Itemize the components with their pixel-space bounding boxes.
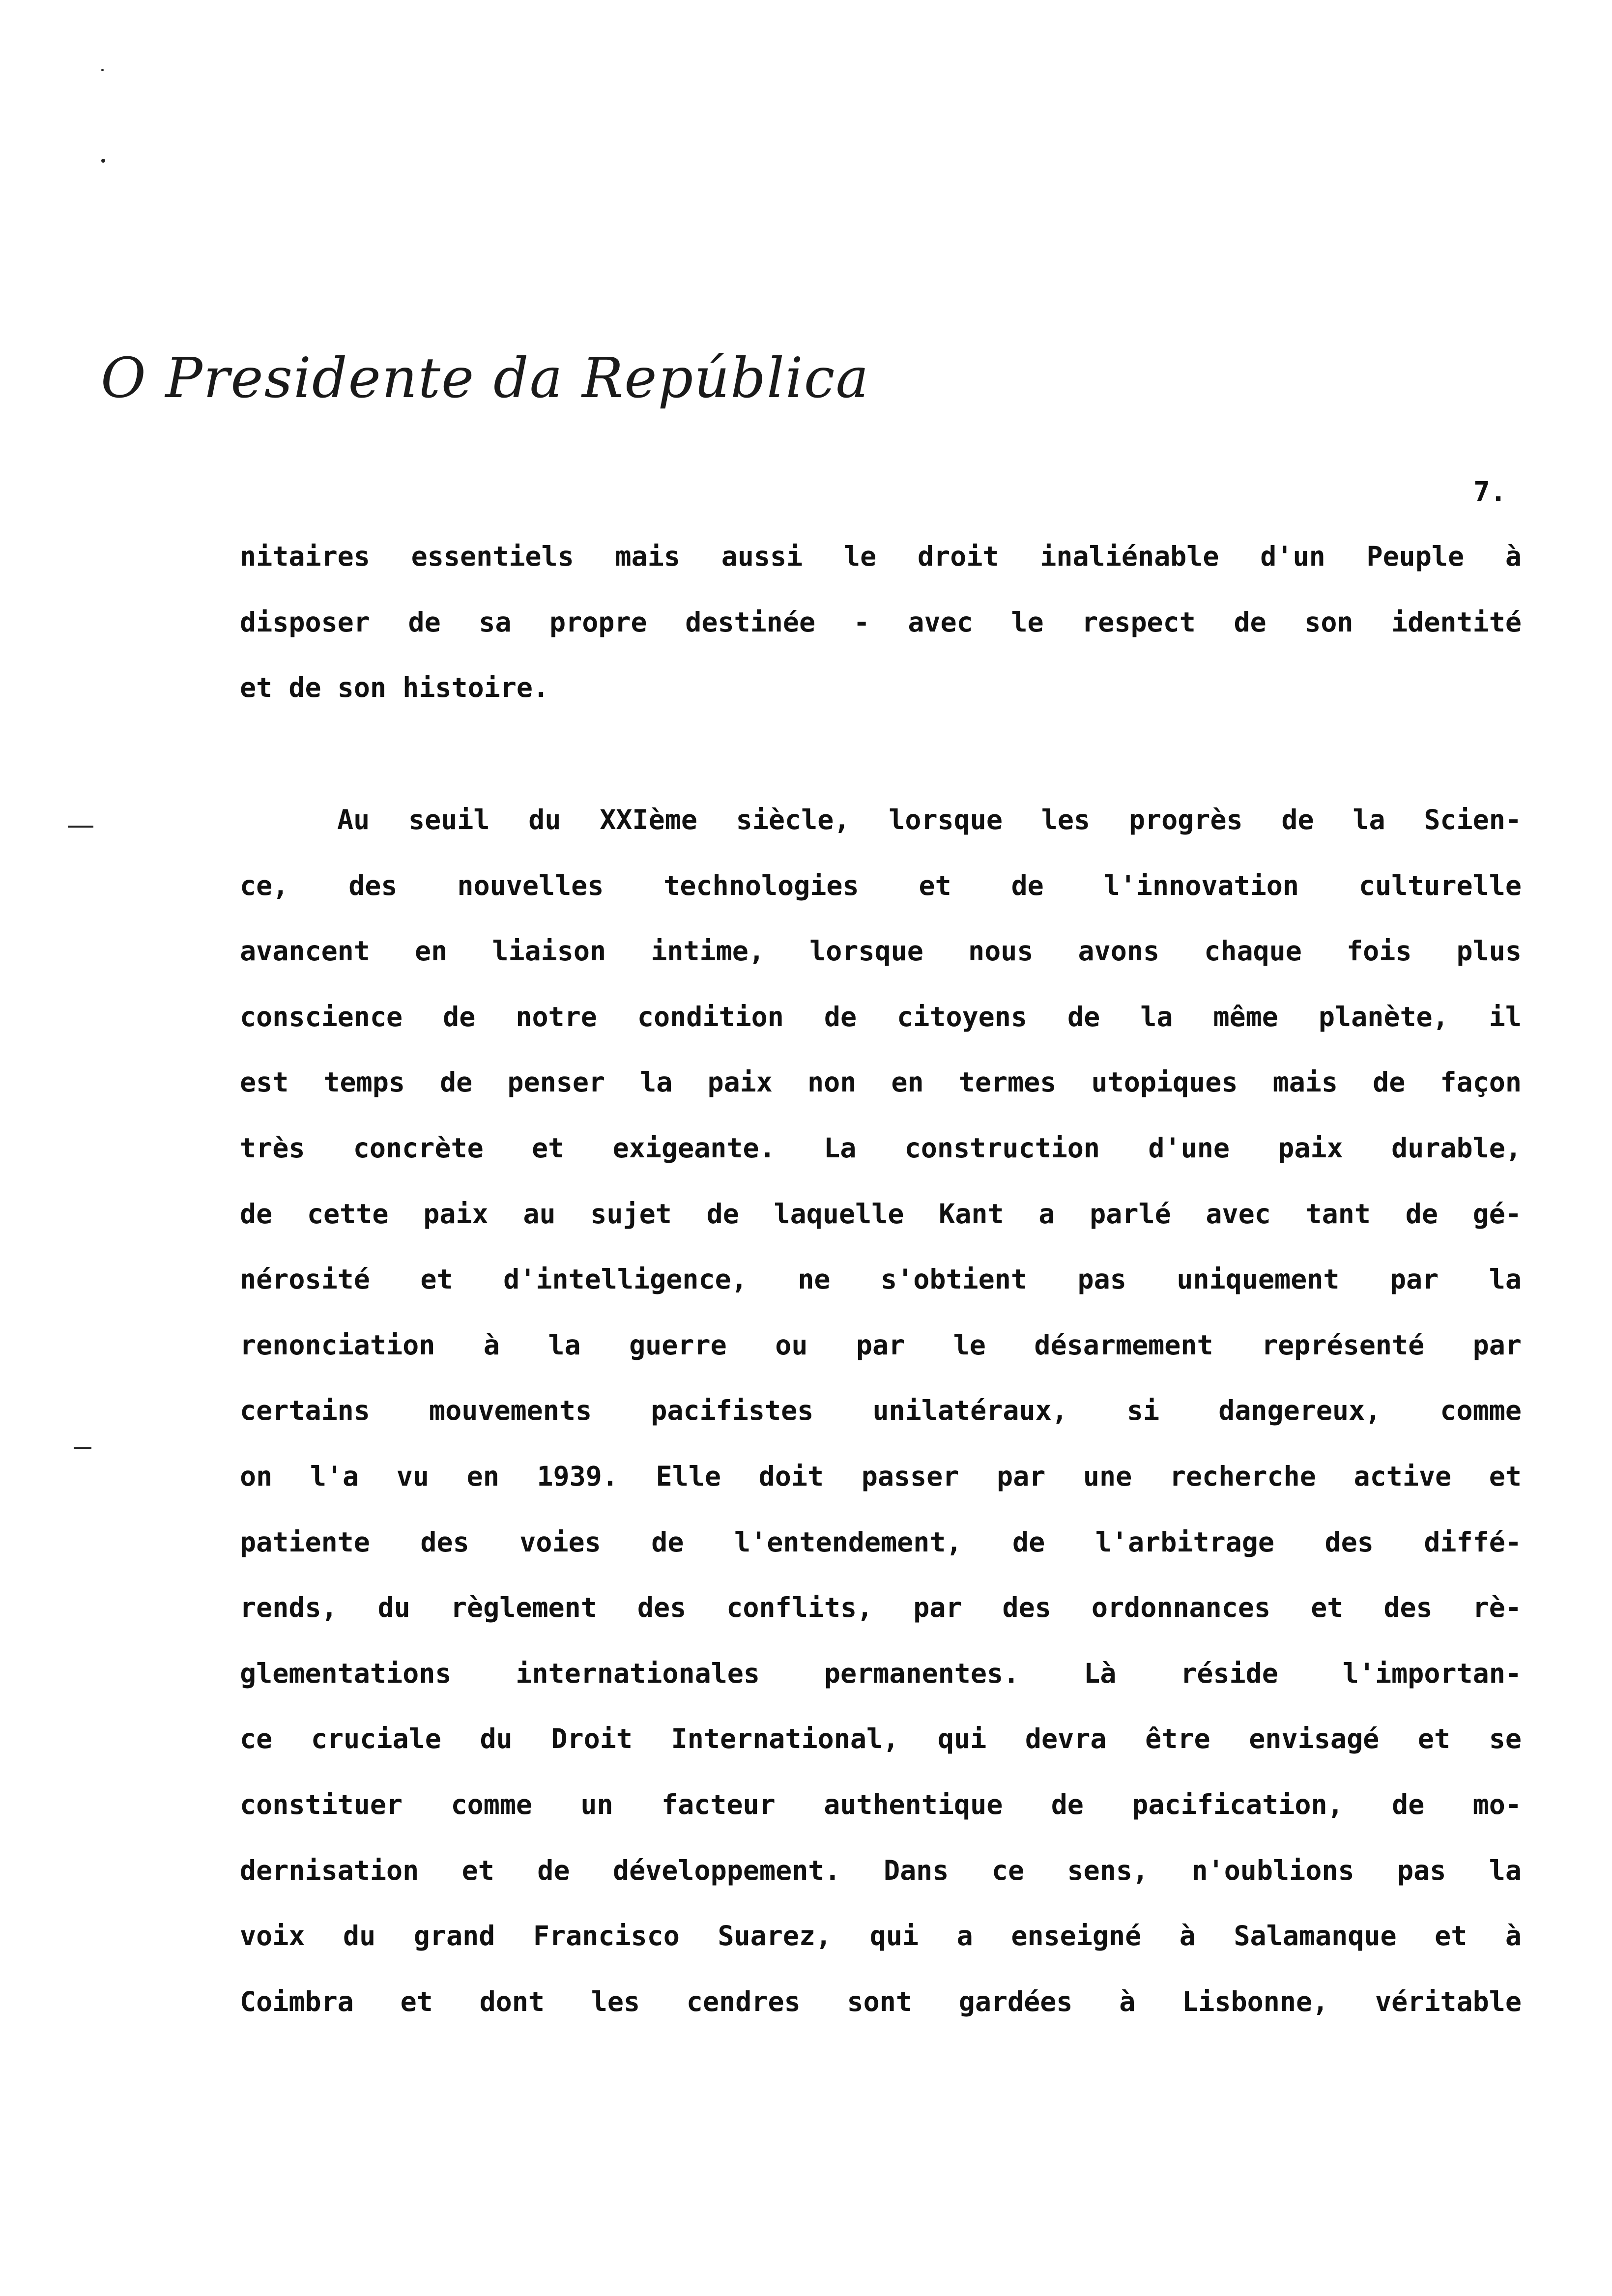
text-line: disposer de sa propre destinée - avec le respect de son identité: [240, 606, 1522, 638]
text-line: Au seuil du XXIème siècle, lorsque les progrès de la Scien-: [337, 804, 1522, 835]
text-line: ce cruciale du Droit International, qui devra être envisagé et se: [240, 1723, 1522, 1755]
text-line: certains mouvements pacifistes unilatéraux, si dangereux, comme: [240, 1395, 1522, 1427]
text-line: et de son histoire.: [240, 672, 549, 704]
margin-speck: [101, 69, 104, 71]
text-line: avancent en liaison intime, lorsque nous avons chaque fois plus: [240, 935, 1522, 967]
text-line: nitaires essentiels mais aussi le droit inaliénable d'un Peuple à: [240, 541, 1522, 572]
text-line: Coimbra et dont les cendres sont gardées à Lisbonne, véritable: [240, 1985, 1522, 2017]
margin-mark: [68, 826, 93, 828]
text-line: glementations internationales permanentes. Là réside l'importan-: [240, 1657, 1522, 1689]
text-line: voix du grand Francisco Suarez, qui a enseigné à Salamanque et à: [240, 1920, 1522, 1952]
text-line: de cette paix au sujet de laquelle Kant a parlé avec tant de gé-: [240, 1198, 1522, 1230]
paragraph-body: [240, 787, 1522, 2035]
margin-mark: [74, 1447, 91, 1449]
paragraph-continuation: [240, 524, 1522, 721]
text-line: très concrète et exigeante. La construction d'une paix durable,: [240, 1132, 1522, 1164]
margin-speck: [101, 159, 105, 163]
text-line: nérosité et d'intelligence, ne s'obtient pas uniquement par la: [240, 1263, 1522, 1295]
text-line: patiente des voies de l'entendement, de l'arbitrage des diffé-: [240, 1526, 1522, 1558]
text-line: renonciation à la guerre ou par le désarmement représenté par: [240, 1329, 1522, 1361]
text-line: dernisation et de développement. Dans ce sens, n'oublions pas la: [240, 1854, 1522, 1886]
text-line: constituer comme un facteur authentique de pacification, de mo-: [240, 1788, 1522, 1820]
text-line: est temps de penser la paix non en termes utopiques mais de façon: [240, 1066, 1522, 1098]
text-line: on l'a vu en 1939. Elle doit passer par une recherche active et: [240, 1460, 1522, 1492]
text-line: rends, du règlement des conflits, par des ordonnances et des rè-: [240, 1592, 1522, 1624]
text-line: ce, des nouvelles technologies et de l'innovation culturelle: [240, 869, 1522, 901]
text-line: conscience de notre condition de citoyens de la même planète, il: [240, 1001, 1522, 1033]
letterhead: O Presidente da República: [101, 346, 870, 410]
page-number: 7.: [1473, 476, 1507, 508]
